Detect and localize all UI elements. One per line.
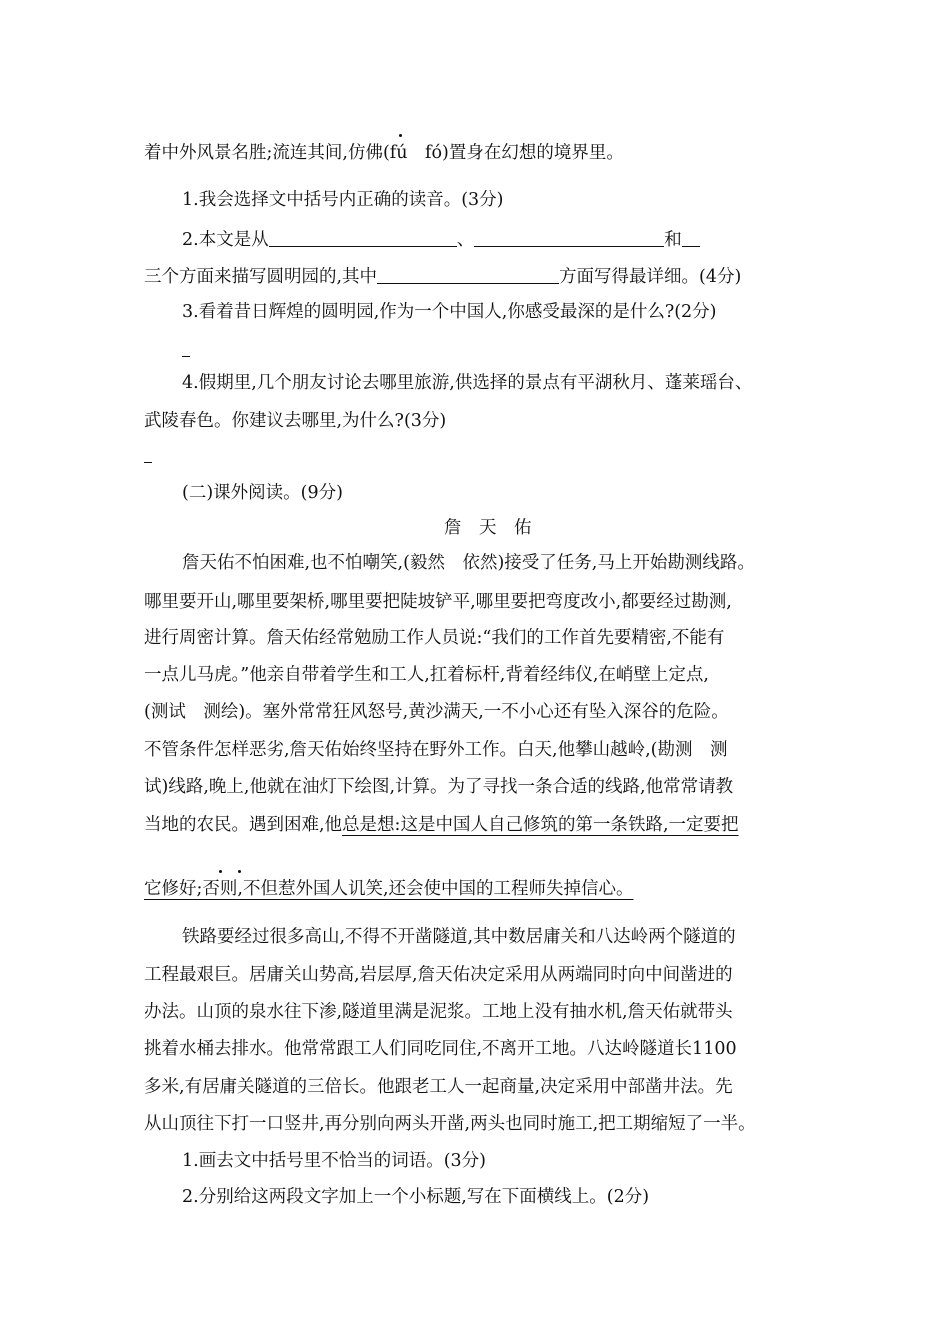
answer-blank-4[interactable] xyxy=(377,265,559,284)
reading-question-2: 2.分别给这两段文字加上一个小标题,写在下面横线上。(2分) xyxy=(182,1187,650,1207)
paragraph-1-line: 试)线路,晚上,他就在油灯下绘图,计算。为了寻找一条合适的线路,他常常请教 xyxy=(144,777,734,797)
question-2-text-end: 方面写得最详细。(4分) xyxy=(559,267,742,287)
paragraph-2-line: 多米,有居庸关隧道的三倍长。他跟老工人一起商量,决定采用中部凿井法。先 xyxy=(144,1077,733,1097)
paragraph-1-line: 进行周密计算。詹天佑经常勉励工作人员说:“我们的工作首先要精密,不能有 xyxy=(144,628,725,648)
paragraph-1-line: 一点儿马虎。”他亲自带着学生和工人,扛着标杆,背着经纬仪,在峭壁上定点, xyxy=(144,665,709,685)
paragraph-2-line: 铁路要经过很多高山,不得不开凿隧道,其中数居庸关和八达岭两个隧道的 xyxy=(182,927,736,947)
paragraph-1-line: 詹天佑不怕困难,也不怕嘲笑,(毅然 依然)接受了任务,马上开始勘测线路。 xyxy=(182,553,755,573)
plain-text: 当地的农民。遇到困难,他 xyxy=(144,815,343,835)
question-2-text: 三个方面来描写圆明园的,其中 xyxy=(144,267,378,287)
answer-blank-3[interactable] xyxy=(682,228,700,247)
question-4-line1: 4.假期里,几个朋友讨论去哪里旅游,供选择的景点有平湖秋月、蓬莱瑶台、 xyxy=(182,373,753,393)
emphasis-dot xyxy=(219,870,222,873)
answer-blank-2[interactable] xyxy=(474,228,664,247)
reading-question-1: 1.画去文中括号里不恰当的词语。(3分) xyxy=(182,1151,486,1171)
paragraph-2-line: 从山顶往下打一口竖井,再分别向两头开凿,两头也同时施工,把工期缩短了一半。 xyxy=(144,1114,756,1134)
answer-line-q3[interactable] xyxy=(182,356,190,357)
paragraph-2-line: 工程最艰巨。居庸关山势高,岩层厚,詹天佑决定采用从两端同时向中间凿进的 xyxy=(144,965,733,985)
question-1: 1.我会选择文中括号内正确的读音。(3分) xyxy=(182,190,504,210)
underlined-sentence: 总是想:这是中国人自己修筑的第一条铁路,一定要把 xyxy=(342,815,739,835)
paragraph-1-line xyxy=(144,813,739,837)
paragraph-1-line: (测试 测绘)。塞外常常狂风怒号,黄沙满天,一不小心还有坠入深谷的危险。 xyxy=(144,702,729,722)
question-4-line2: 武陵春色。你建议去哪里,为什么?(3分) xyxy=(144,411,447,431)
paragraph-2-line: 挑着水桶去排水。他常常跟工人们同吃同住,不离开工地。八达岭隧道长1100 xyxy=(144,1039,737,1059)
paragraph-2-line: 办法。山顶的泉水往下渗,隧道里满是泥浆。工地上没有抽水机,詹天佑就带头 xyxy=(144,1002,733,1022)
paragraph-1-line: 哪里要开山,哪里要架桥,哪里要把陡坡铲平,哪里要把弯度改小,都要经过勘测, xyxy=(144,592,732,612)
question-2-label: 2.本文是从 xyxy=(182,230,269,250)
answer-blank-1[interactable] xyxy=(269,228,457,247)
underlined-sentence: 它修好;否则,不但惹外国人讥笑,还会使中国的工程师失掉信心。 xyxy=(144,879,634,899)
article-title: 詹 天 佑 xyxy=(444,518,532,538)
passage-line: 着中外风景名胜;流连其间,仿佛(fú fó)置身在幻想的境界里。 xyxy=(144,143,624,163)
separator: 、 xyxy=(456,230,475,250)
paragraph-1-line: 不管条件怎样恶劣,詹天佑始终坚持在野外工作。白天,他攀山越岭,(勘测 测 xyxy=(144,740,728,760)
section-heading: (二)课外阅读。(9分) xyxy=(182,483,343,503)
question-3: 3.看着昔日辉煌的圆明园,作为一个中国人,你感受最深的是什么?(2分) xyxy=(182,302,717,322)
answer-line-q4[interactable] xyxy=(144,462,152,463)
conjunction: 和 xyxy=(664,230,682,250)
question-2-line1 xyxy=(182,228,700,252)
emphasis-dot xyxy=(399,134,402,137)
emphasis-dot xyxy=(238,870,241,873)
question-2-line2 xyxy=(144,265,741,289)
